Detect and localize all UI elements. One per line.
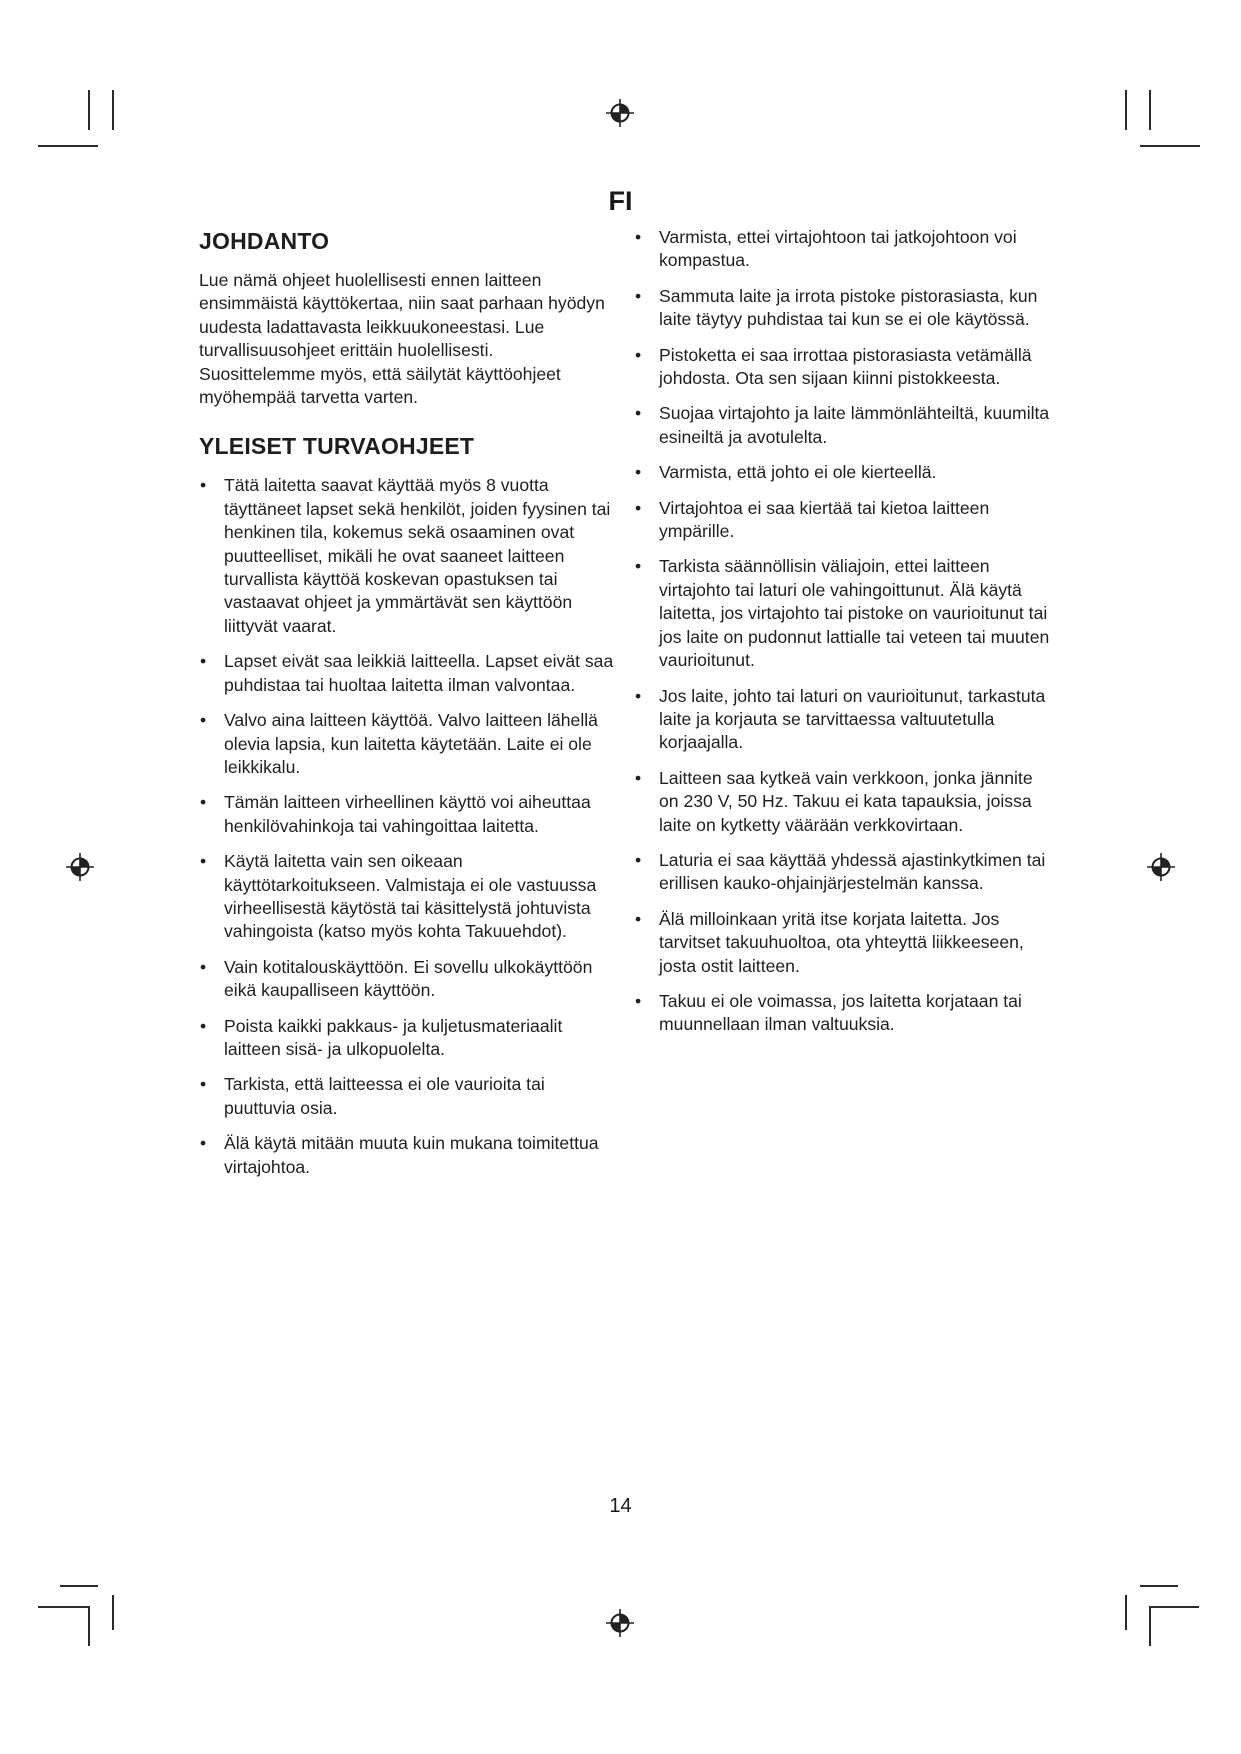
safety-heading: YLEISET TURVAOHJEET [199, 433, 475, 460]
list-item: • Käytä laitetta vain sen oikeaan käyttötarkoitukseen. Valmistaja ei ole vastuussa virheellisestä käytöstä tai käsittelystä johtuvista vahingoista (katso myös kohta Takuuehdot). [199, 850, 614, 944]
list-item: • Älä käytä mitään muuta kuin mukana toimitettua virtajohtoa. [199, 1132, 614, 1179]
list-item: • Virtajohtoa ei saa kiertää tai kietoa laitteen ympärille. [634, 497, 1054, 544]
list-item: • Tarkista, että laitteessa ei ole vaurioita tai puuttuvia osia. [199, 1073, 614, 1120]
list-item: • Valvo aina laitteen käyttöä. Valvo laitteen lähellä olevia lapsia, kun laitetta käytetään. Laite ei ole leikkikalu. [199, 709, 614, 779]
crop-mark [38, 145, 98, 147]
right-column [634, 226, 1054, 1049]
crop-mark [1149, 1606, 1151, 1646]
crop-mark [1149, 1606, 1199, 1608]
intro-paragraph: Lue nämä ohjeet huolellisesti ennen laitteen ensimmäistä käyttökertaa, niin saat parhaan hyödyn uudesta ladattavasta leikkuukoneestasi. Lue turvallisuusohjeet erittäin huolellisesti. Suosittelemme myös, että säilytät käyttöohjeet myöhempää tarvetta varten. [199, 270, 605, 408]
list-item: • Laturia ei saa käyttää yhdessä ajastinkytkimen tai erillisen kauko-ohjainjärjestelmän kanssa. [634, 849, 1054, 896]
crop-mark [88, 90, 90, 130]
registration-mark-icon [605, 98, 635, 128]
left-column [199, 226, 614, 1191]
crop-mark [1140, 145, 1200, 147]
safety-list-left [199, 474, 614, 1179]
safety-list-right [634, 226, 1054, 1037]
list-item: • Jos laite, johto tai laturi on vaurioitunut, tarkastuta laite ja korjauta se tarvittaessa valtuutetulla korjaajalla. [634, 685, 1054, 755]
list-item: • Vain kotitalouskäyttöön. Ei sovellu ulkokäyttöön eikä kaupalliseen käyttöön. [199, 956, 614, 1003]
crop-mark [38, 1606, 88, 1608]
crop-mark [112, 1595, 114, 1630]
list-item: • Suojaa virtajohto ja laite lämmönlähteiltä, kuumilta esineiltä ja avotulelta. [634, 402, 1054, 449]
list-item: • Varmista, ettei virtajohtoon tai jatkojohtoon voi kompastua. [634, 226, 1054, 273]
list-item: • Älä milloinkaan yritä itse korjata laitetta. Jos tarvitset takuuhuoltoa, ota yhteyttä liikkeeseen, josta ostit laitteen. [634, 908, 1054, 978]
list-item: • Tätä laitetta saavat käyttää myös 8 vuotta täyttäneet lapset sekä henkilöt, joiden fyysinen tai henkinen tila, kokemus sekä osaaminen ovat puutteelliset, mikäli he ovat saaneet laitteen turvallista käyttöä koskevan opastuksen tai vastaavat ohjeet ja ymmärtävät sen käyttöön liittyvät vaarat. [199, 474, 614, 638]
list-item: • Tämän laitteen virheellinen käyttö voi aiheuttaa henkilövahinkoja tai vahingoittaa laitetta. [199, 791, 614, 838]
registration-mark-icon [605, 1608, 635, 1638]
intro-heading: JOHDANTO [199, 228, 330, 254]
crop-mark [112, 90, 114, 130]
crop-mark [1125, 1595, 1127, 1630]
registration-mark-icon [1146, 852, 1176, 882]
list-item: • Poista kaikki pakkaus- ja kuljetusmateriaalit laitteen sisä- ja ulkopuolelta. [199, 1015, 614, 1062]
list-item: • Varmista, että johto ei ole kierteellä. [634, 461, 1054, 484]
registration-mark-icon [65, 852, 95, 882]
language-code: FI [608, 186, 633, 216]
list-item: • Laitteen saa kytkeä vain verkkoon, jonka jännite on 230 V, 50 Hz. Takuu ei kata tapauksia, joissa laite on kytketty väärään verkkovirtaan. [634, 767, 1054, 837]
crop-mark [60, 1585, 98, 1587]
list-item: • Sammuta laite ja irrota pistoke pistorasiasta, kun laite täytyy puhdistaa tai kun se ei ole käytössä. [634, 285, 1054, 332]
list-item: • Pistoketta ei saa irrottaa pistorasiasta vetämällä johdosta. Ota sen sijaan kiinni pistokkeesta. [634, 344, 1054, 391]
crop-mark [1125, 90, 1127, 130]
list-item: • Lapset eivät saa leikkiä laitteella. Lapset eivät saa puhdistaa tai huoltaa laitetta ilman valvontaa. [199, 650, 614, 697]
crop-mark [1149, 90, 1151, 130]
list-item: • Tarkista säännöllisin väliajoin, ettei laitteen virtajohto tai laturi ole vahingoittunut. Älä käytä laitetta, jos virtajohto tai pistoke on vaurioitunut tai jos laite on pudonnut lattialle tai veteen tai muuten vaurioitunut. [634, 555, 1054, 672]
page-number: 14 [609, 1495, 632, 1517]
crop-mark [1140, 1585, 1178, 1587]
crop-mark [88, 1606, 90, 1646]
list-item: • Takuu ei ole voimassa, jos laitetta korjataan tai muunnellaan ilman valtuuksia. [634, 990, 1054, 1037]
